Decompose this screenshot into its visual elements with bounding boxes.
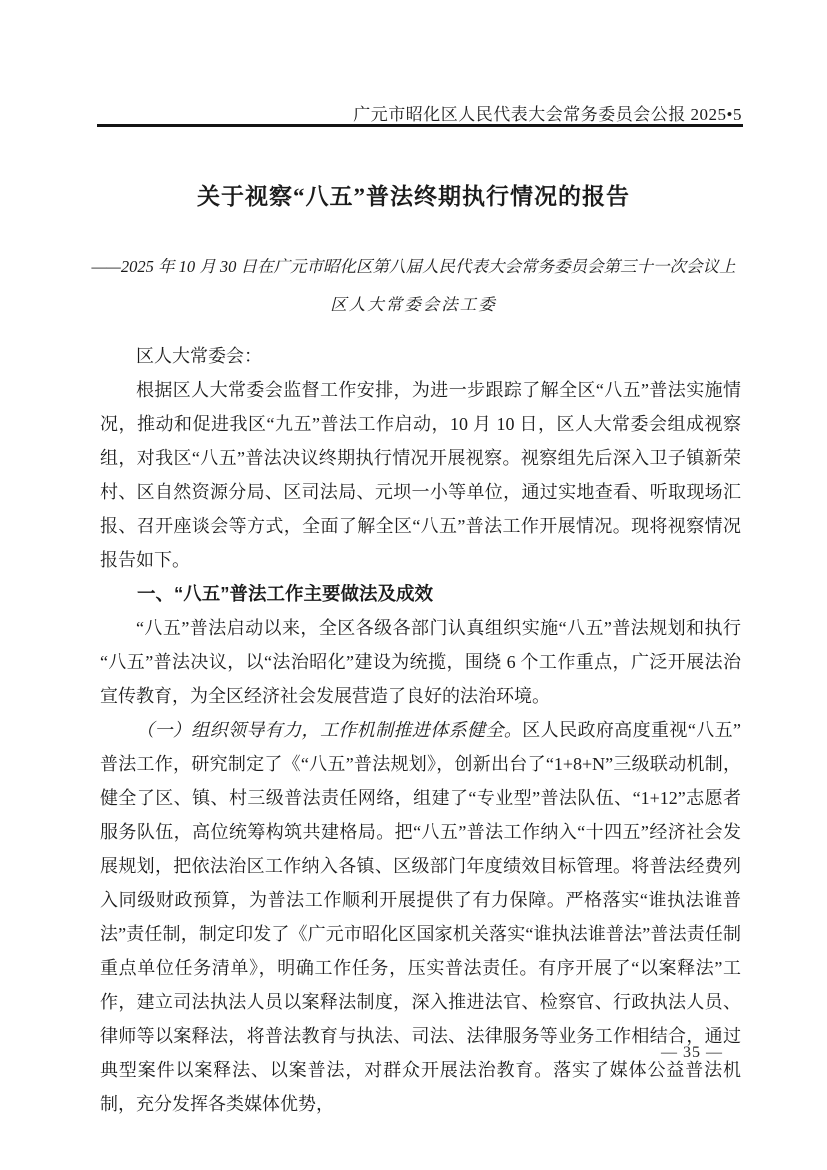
page-number: — 35 —: [661, 1044, 723, 1061]
text-segment: （一）组织领导有力，工作机制推进体系健全。: [136, 720, 523, 740]
salutation: 区人大常委会：: [136, 346, 262, 366]
section-heading: [100, 577, 741, 611]
header-rule: [97, 124, 743, 127]
paragraph: [100, 373, 741, 577]
document-title: 关于视察“八五”普法终期执行情况的报告: [197, 184, 630, 209]
subtitle-author-line: 区人大常委会法工委: [330, 295, 497, 314]
document-body: [100, 339, 741, 1121]
paragraphs: [100, 373, 741, 1121]
text-segment: 区人民政府高度重视“八五”普法工作，研究制定了《“八五”普法规划》，创新出台了“1+8+N”三级联动机制，健全了区、镇、村三级普法责任网络，组建了“专业型”普法队伍、“1+12”志愿者服务队伍，高位统筹构筑共建格局。把“八五”普法工作纳入“十四五”经济社会发展规划，把依法治区工作纳入各镇、区级部门年度绩效目标管理。将普法经费列入同级财政预算，为普法工作顺利开展提供了有力保障。严格落实“谁执法谁普法”责任制，制定印发了《广元市昭化区国家机关落实“谁执法谁普法”普法责任制重点单位任务清单》，明确工作任务，压实普法责任。有序开展了“以案释法”工作，建立司法执法人员以案释法制度，深入推进法官、检察官、行政执法人员、律师等以案释法，将普法教育与执法、司法、法律服务等业务工作相结合，通过典型案件以案释法、以案普法，对群众开展法治教育。落实了媒体公益普法机制，充分发挥各类媒体优势，: [100, 720, 741, 1114]
paragraph: [100, 611, 741, 713]
subtitle-meeting-line: ——2025 年 10 月 30 日在广元市昭化区第八届人民代表大会常务委员会第三十一次会议上: [91, 257, 736, 276]
text-segment: “八五”普法启动以来，全区各级各部门认真组织实施“八五”普法规划和执行“八五”普法决议，以“法治昭化”建设为统揽，围绕 6 个工作重点，广泛开展法治宣传教育，为全区经济社会发展营造了良好的法治环境。: [100, 618, 741, 706]
text-segment: 一、“八五”普法工作主要做法及成效: [137, 583, 434, 604]
text-segment: 根据区人大常委会监督工作安排，为进一步跟踪了解全区“八五”普法实施情况，推动和促进我区“九五”普法工作启动，10 月 10 日，区人大常委会组成视察组，对我区“八五”普法决议终期执行情况开展视察。视察组先后深入卫子镇新荣村、区自然资源分局、区司法局、元坝一小等单位，通过实地查看、听取现场汇报、召开座谈会等方式，全面了解全区“八五”普法工作开展情况。现将视察情况报告如下。: [100, 380, 741, 570]
gazette-header: 广元市昭化区人民代表大会常务委员会公报 2025•5: [353, 105, 742, 124]
paragraph: [100, 713, 741, 1121]
